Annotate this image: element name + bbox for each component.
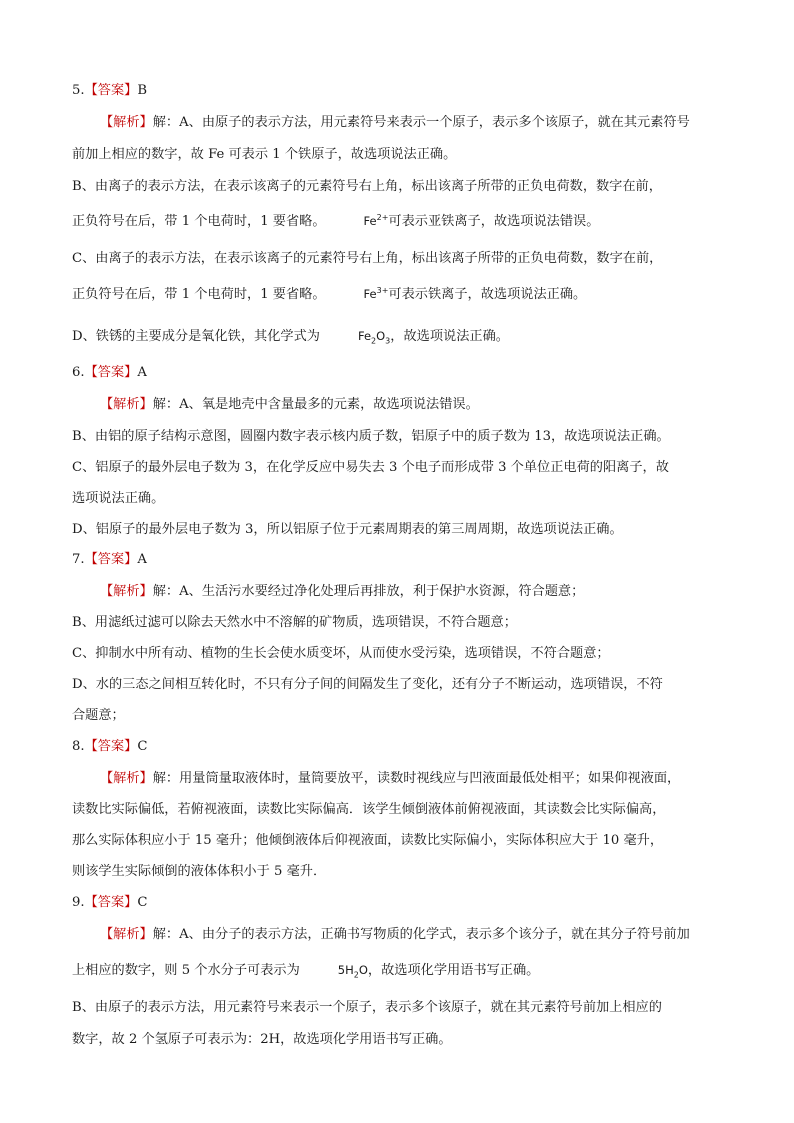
- formula-symbol: O: [376, 329, 386, 343]
- q6-option-c-line-2: 选项说法正确。: [72, 491, 165, 506]
- formula-symbol: 5H: [337, 963, 354, 977]
- q9-option-b-line-2: 数字，故 2 个氢原子可表示为：2H，故选项化学用语书写正确。: [72, 1032, 452, 1047]
- q5-analysis-line-2: 前加上相应的数字，故 Fe 可表示 1 个铁原子，故选项说法正确。: [72, 147, 457, 162]
- q7-analysis-line-1: [100, 583, 584, 601]
- chem-formula: [364, 287, 389, 301]
- answer-letter: A: [137, 365, 147, 380]
- analysis-tag: 【解析】: [100, 927, 153, 942]
- q6-option-b-line: B、由铝的原子结构示意图，圆圈内数字表示核内质子数，铝原子中的质子数为 13，故选项说法正确。: [72, 429, 670, 444]
- analysis-text: 解：A、生活污水要经过净化处理后再排放，利于保护水资源，符合题意；: [152, 584, 585, 599]
- analysis-text: 正负符号在后，带 1 个电荷时，1 要省略。: [72, 287, 326, 302]
- answer-tag: 【答案】: [84, 895, 138, 910]
- q8-analysis-line-3: 那么实际体积应小于 15 毫升；他倾倒液体后仰视液面，读数比实际偏小，实际体积应大于 10 毫升，: [72, 833, 664, 848]
- q6-option-d-line: D、铝原子的最外层电子数为 3，所以铝原子位于元素周期表的第三周周期，故选项说法正确。: [72, 522, 623, 537]
- q8-analysis-line-2: 读数比实际偏低，若俯视液面，读数比实际偏高．该学生倾倒液体前俯视液面，其读数会比实际偏高，: [72, 802, 666, 817]
- answer-letter: A: [137, 552, 147, 567]
- answer-tag: 【答案】: [84, 365, 138, 380]
- q9-analysis-line-2: [72, 961, 539, 980]
- analysis-text: 解：A、由分子的表示方法，正确书写物质的化学式，表示多个该分子，就在其分子符号前加: [152, 927, 690, 942]
- formula-symbol: Fe: [363, 214, 377, 228]
- analysis-text: ，故选项化学用语书写正确。: [367, 963, 540, 978]
- q6-analysis-line-1: [100, 396, 479, 414]
- q5-option-d-line: [72, 327, 509, 346]
- q9-option-b-line-1: B、由原子的表示方法，用元素符号来表示一个原子，表示多个该原子，就在其元素符号前加上相应的: [72, 1000, 662, 1015]
- q5-option-b-line-1: B、由离子的表示方法，在表示该离子的元素符号右上角，标出该离子所带的正负电荷数，数字在前，: [72, 179, 662, 194]
- analysis-tag: 【解析】: [100, 771, 153, 786]
- formula-symbol: O: [358, 963, 368, 977]
- q7-option-c-line: C、抑制水中所有动、植物的生长会使水质变坏，从而使水受污染，选项错误，不符合题意；: [72, 646, 610, 661]
- analysis-text: ，故选项说法正确。: [390, 329, 509, 344]
- q9-answer-line: [72, 894, 147, 912]
- chem-formula: [337, 963, 368, 980]
- q5-analysis-line-1: [100, 114, 690, 132]
- formula-charge: 2+: [376, 213, 389, 223]
- q5-option-b-line-2: [72, 212, 599, 231]
- analysis-text: 可表示铁离子，故选项说法正确。: [388, 287, 587, 302]
- q6-option-c-line-1: C、铝原子的最外层电子数为 3，在化学反应中易失去 3 个电子而形成带 3 个单位正电荷的阳离子，故: [72, 460, 669, 475]
- question-number: 6.: [72, 365, 85, 380]
- q9-analysis-line-1: [100, 926, 690, 944]
- question-number: 8.: [72, 739, 85, 754]
- answer-tag: 【答案】: [84, 739, 138, 754]
- answer-letter: B: [137, 83, 148, 98]
- chem-formula: [364, 214, 389, 228]
- question-number: 5.: [72, 83, 85, 98]
- question-number: 7.: [72, 552, 85, 567]
- formula-subscript: 2: [353, 970, 359, 980]
- analysis-text: 上相应的数字，则 5 个水分子可表示为: [72, 963, 300, 978]
- q8-analysis-line-4: 则该学生实际倾倒的液体体积小于 5 毫升．: [72, 864, 327, 879]
- analysis-text: 解：用量筒量取液体时，量筒要放平，读数时视线应与凹液面最低处相平；如果仰视液面，: [152, 771, 681, 786]
- q5-option-c-line-1: C、由离子的表示方法，在表示该离子的元素符号右上角，标出该离子所带的正负电荷数，数字在前，: [72, 251, 663, 266]
- answer-letter: C: [137, 895, 148, 910]
- formula-charge: 3+: [376, 286, 389, 296]
- analysis-text: 可表示亚铁离子，故选项说法错误。: [388, 214, 600, 229]
- formula-symbol: Fe: [357, 329, 372, 343]
- q8-answer-line: [72, 738, 147, 756]
- formula-subscript: 2: [371, 336, 377, 346]
- q6-answer-line: [72, 364, 147, 382]
- answer-letter: C: [137, 739, 148, 754]
- formula-symbol: Fe: [363, 287, 377, 301]
- analysis-text: 解：A、由原子的表示方法，用元素符号来表示一个原子，表示多个该原子，就在其元素符号: [152, 115, 690, 130]
- analysis-text: 解：A、氧是地壳中含量最多的元素，故选项说法错误。: [152, 397, 479, 412]
- analysis-tag: 【解析】: [100, 115, 153, 130]
- answer-tag: 【答案】: [84, 83, 138, 98]
- q5-option-c-line-2: [72, 285, 586, 304]
- answer-tag: 【答案】: [84, 552, 138, 567]
- analysis-text: D、铁锈的主要成分是氧化铁，其化学式为: [72, 329, 320, 344]
- q5-answer-line: [72, 82, 147, 100]
- q7-option-d-line-1: D、水的三态之间相互转化时，不只有分子间的间隔发生了变化，还有分子不断运动，选项错误，不符: [72, 677, 663, 692]
- analysis-tag: 【解析】: [100, 397, 153, 412]
- q7-answer-line: [72, 551, 147, 569]
- q7-option-d-line-2: 合题意；: [72, 708, 125, 723]
- analysis-tag: 【解析】: [100, 584, 153, 599]
- question-number: 9.: [72, 895, 85, 910]
- chem-formula: [357, 329, 391, 346]
- formula-subscript: 3: [385, 336, 391, 346]
- q8-analysis-line-1: [100, 770, 680, 788]
- q7-option-b-line: B、用滤纸过滤可以除去天然水中不溶解的矿物质，选项错误，不符合题意；: [72, 615, 517, 630]
- analysis-text: 正负符号在后，带 1 个电荷时，1 要省略。: [72, 214, 326, 229]
